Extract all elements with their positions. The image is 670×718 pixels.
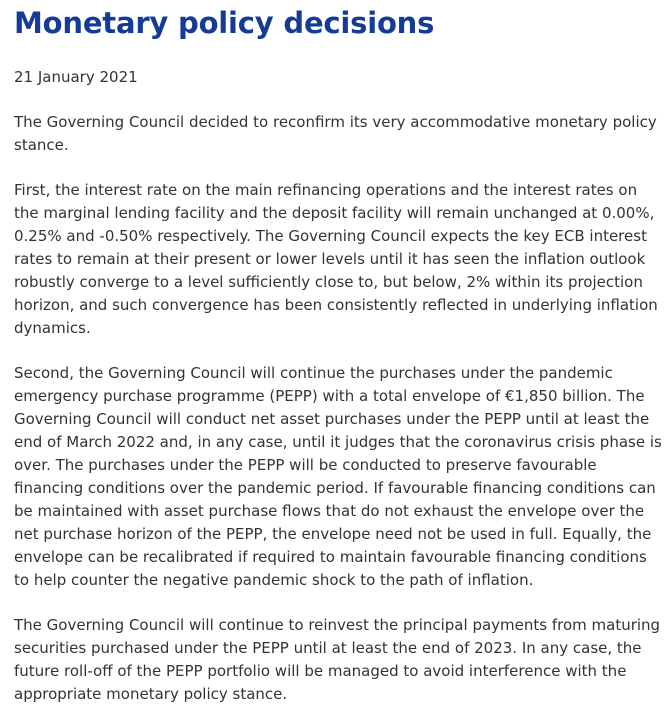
paragraph-stance: The Governing Council decided to reconfirm its very accommodative monetary policy stance. [14, 113, 657, 154]
paragraph-pepp-purchases: Second, the Governing Council will continue the purchases under the pandemic emergency purchase programme (PEPP) with a total envelope of €1,850 billion. The Governing Council will conduct net asset purchases under the PEPP until at least the end of March 2022 and, in any case, until it judges that the coronavirus crisis phase is over. The purchases under the PEPP will be conducted to preserve favourable financing conditions over the pandemic period. If favourable financing conditions can be maintained with asset purchase flows that do not exhaust the envelope over the net purchase horizon of the PEPP, the envelope need not be used in full. Equally, the envelope can be recalibrated if required to maintain favourable financing conditions to help counter the negative pandemic shock to the path of inflation. [14, 364, 662, 589]
paragraph-interest-rates: First, the interest rate on the main refinancing operations and the interest rates on the marginal lending facility and the deposit facility will remain unchanged at 0.00%, 0.25% and -0.50% respectively. The Governing Council expects the key ECB interest rates to remain at their present or lower levels until it has seen the inflation outlook robustly converge to a level sufficiently close to, but below, 2% within its projection horizon, and such convergence has been consistently reflected in underlying inflation dynamics. [14, 181, 658, 337]
page-title: Monetary policy decisions [14, 6, 435, 40]
publication-date: 21 January 2021 [14, 68, 138, 86]
article [14, 0, 662, 706]
paragraph-pepp-reinvestment: The Governing Council will continue to reinvest the principal payments from maturing securities purchased under the PEPP until at least the end of 2023. In any case, the future roll-off of the PEPP portfolio will be managed to avoid interference with the appropriate monetary policy stance. [14, 616, 661, 703]
